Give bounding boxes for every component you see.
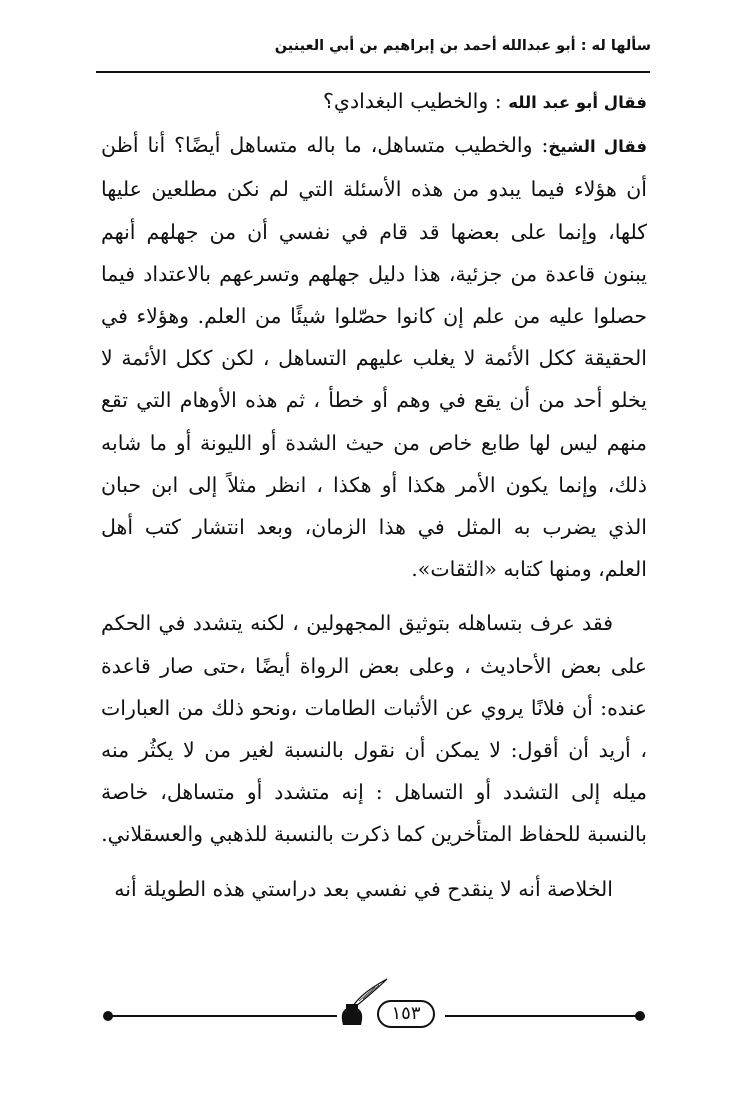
header-rule (96, 71, 650, 73)
speaker-label: فقال أبو عبد الله (508, 93, 647, 112)
paragraph-text: : والخطيب البغدادي؟ (323, 89, 509, 113)
paragraph-1 (101, 80, 647, 124)
footer-rule-left (109, 1015, 337, 1017)
paragraph-text: فقد عرف بتساهله بتوثيق المجهولين ، لكنه يتشدد في الحكم على بعض الأحاديث ، وعلى بعض الرواة أيضًا ،حتى صار قاعدة عنده: أن فلانًا يروي عن الأثبات الطامات ،ونحو ذلك من العبارات ، أريد أن أقول: لا يمكن أن نقول بالنسبة لغير من لا يكثُر منه ميله إلى التشدد أو التساهل : إنه متشدد أو متساهل، خاصة بالنسبة للحفاظ المتأخرين كما ذكرت بالنسبة للذهبي والعسقلاني. (101, 611, 647, 847)
footer-dot-right (635, 1011, 645, 1021)
paragraph-3 (101, 602, 647, 855)
paragraph-4 (101, 868, 647, 910)
speaker-label: فقال الشيخ (548, 137, 647, 157)
paragraph-text: الخلاصة أنه لا ينقدح في نفسي بعد دراستي هذه الطويلة أنه (114, 876, 613, 901)
page-body (101, 80, 647, 910)
paragraph-text: : والخطيب متساهل، ما باله متساهل أيضًا؟ أنا أظن أن هؤلاء فيما يبدو من هذه الأسئلة التي لم نكن مطلعين عليها كلها، وإنما على بعضها قد قام في نفسي أن من جهلهم أنهم يبنون قاعدة من جزئية، هذا دليل جهلهم وتسرعهم بالاعتداد فيما حصلوا عليه من علم إن كانوا حصّلوا شيئًا من العلم. وهؤلاء في الحقيقة ككل الأئمة لا يغلب عليهم التساهل ، لكن ككل الأئمة لا يخلو أحد من أن يقع في وهم أو خطأ ، ثم هذه الأوهام التي تقع منهم ليس لها طابع خاص من حيث الشدة أو الليونة أو ما شابه ذلك، وإنما يكون الأمر هكذا أو هكذا ، انظر مثلاً إلى ابن حبان الذي يضرب به المثل في هذا الزمان، وبعد انتشار كتب أهل العلم، ومنها كتابه «الثقات». (101, 133, 647, 582)
page-footer (103, 997, 645, 1037)
footer-rule-right (445, 1015, 639, 1017)
paragraph-2 (101, 124, 647, 590)
page-number: ١٥٣ (377, 1000, 435, 1028)
running-header: سألها له : أبو عبدالله أحمد بن إبراهيم بن أبي العينين (274, 38, 651, 54)
